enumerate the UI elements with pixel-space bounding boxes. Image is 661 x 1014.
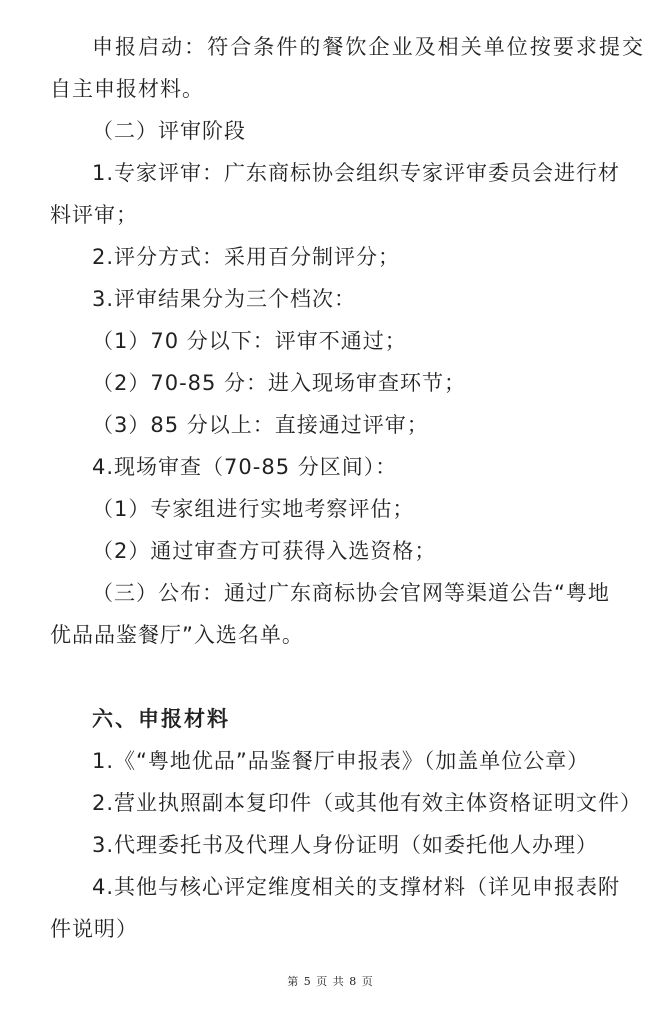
paragraph-application-start-line2: 自主申报材料。 — [50, 77, 204, 101]
paragraph-site-review: 4.现场审查（70-85 分区间）： — [92, 455, 398, 479]
list-item-material-4-line2: 件说明） — [50, 917, 138, 941]
list-item-site-review-1: （1）专家组进行实地考察评估； — [92, 497, 415, 521]
list-item-site-review-2: （2）通过审查方可获得入选资格； — [92, 539, 437, 563]
paragraph-expert-review-line1: 1.专家评审：广东商标协会组织专家评审委员会进行材 — [92, 161, 621, 185]
paragraph-result-tiers: 3.评审结果分为三个档次： — [92, 287, 357, 311]
page-number-footer: 第 5 页 共 8 页 — [287, 975, 374, 988]
section-review-stage-heading: （二）评审阶段 — [92, 119, 246, 143]
paragraph-announcement-line2: 优品品鉴餐厅”入选名单。 — [50, 623, 304, 647]
list-item-tier-2: （2）70-85 分：进入现场审查环节； — [92, 371, 467, 395]
list-item-material-3: 3.代理委托书及代理人身份证明（如委托他人办理） — [92, 833, 599, 857]
paragraph-expert-review-line2: 料评审； — [50, 203, 138, 227]
list-item-tier-1: （1）70 分以下：评审不通过； — [92, 329, 407, 353]
paragraph-application-start-line1: 申报启动：符合条件的餐饮企业及相关单位按要求提交 — [92, 35, 644, 59]
list-item-material-2: 2.营业执照副本复印件（或其他有效主体资格证明文件） — [92, 791, 643, 815]
section-materials-heading: 六、申报材料 — [92, 707, 230, 731]
list-item-material-1: 1.《“粤地优品”品鉴餐厅申报表》（加盖单位公章） — [92, 749, 590, 773]
paragraph-scoring-method: 2.评分方式：采用百分制评分； — [92, 245, 401, 269]
list-item-material-4-line1: 4.其他与核心评定维度相关的支撑材料（详见申报表附 — [92, 875, 621, 899]
list-item-tier-3: （3）85 分以上：直接通过评审； — [92, 413, 429, 437]
paragraph-announcement-line1: （三）公布：通过广东商标协会官网等渠道公告“粤地 — [92, 581, 610, 605]
